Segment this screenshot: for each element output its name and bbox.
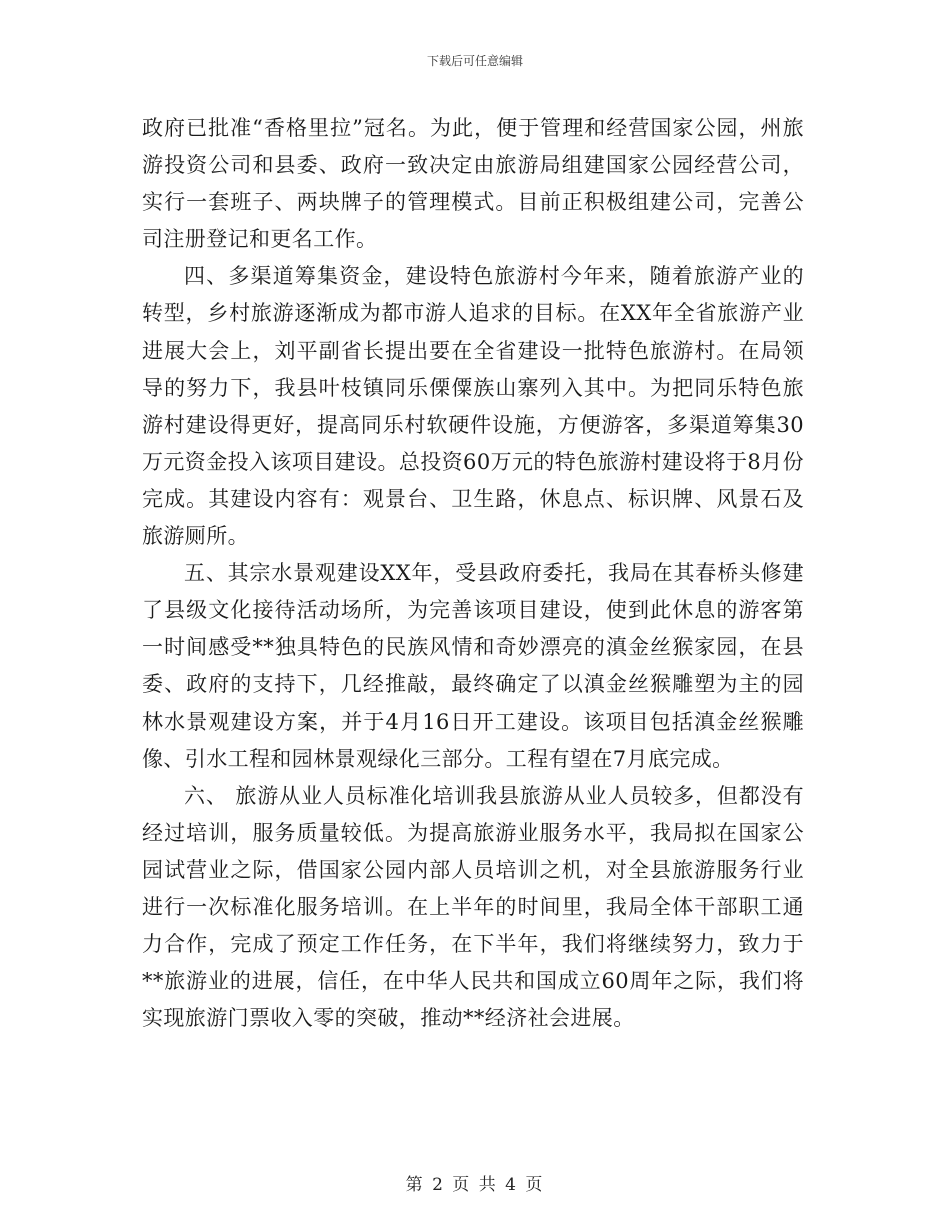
paragraph-section-six: 六、 旅游从业人员标准化培训我县旅游从业人员较多，但都没有经过培训，服务质量较低。为提高旅游业服务水平，我局拟在国家公园试营业之际，借国家公园内部人员培训之机，对全县旅游服务行业进行一次标准化服务培训。在上半年的时间里，我局全体干部职工通力合作，完成了预定工作任务，在下半年，我们将继续努力，致力于**旅游业的进展，信任，在中华人民共和国成立60周年之际，我们将实现旅游门票收入零的突破，推动**经济社会进展。 xyxy=(142,783,804,1031)
paragraph-section-five: 五、其宗水景观建设XX年，受县政府委托，我局在其春桥头修建了县级文化接待活动场所，为完善该项目建设，使到此休息的游客第一时间感受**独具特色的民族风情和奇妙漂亮的滇金丝猴家园，在县委、政府的支持下，几经推敲，最终确定了以滇金丝猴雕塑为主的园林水景观建设方案，并于4月16日开工建设。该项目包括滇金丝猴雕像、引水工程和园林景观绿化三部分。工程有望在7月底完成。 xyxy=(142,561,804,771)
page-number-footer: 第 2 页 共 4 页 xyxy=(405,1175,545,1195)
paragraph-section-four: 四、多渠道筹集资金，建设特色旅游村今年来，随着旅游产业的转型，乡村旅游逐渐成为都市游人追求的目标。在XX年全省旅游产业进展大会上，刘平副省长提出要在全省建设一批特色旅游村。在局领导的努力下，我县叶枝镇同乐傈僳族山寨列入其中。为把同乐特色旅游村建设得更好，提高同乐村软硬件设施，方便游客，多渠道筹集30万元资金投入该项目建设。总投资60万元的特色旅游村建设将于8月份完成。其建设内容有：观景台、卫生路，休息点、标识牌、风景石及旅游厕所。 xyxy=(142,264,804,549)
paragraph-continuation: 政府已批准“香格里拉”冠名。为此，便于管理和经营国家公园，州旅游投资公司和县委、政府一致决定由旅游局组建国家公园经营公司，实行一套班子、两块牌子的管理模式。目前正积极组建公司，完善公司注册登记和更名工作。 xyxy=(142,116,804,252)
page-header-note: 下载后可任意编辑 xyxy=(426,54,523,68)
document-body xyxy=(142,110,804,1037)
